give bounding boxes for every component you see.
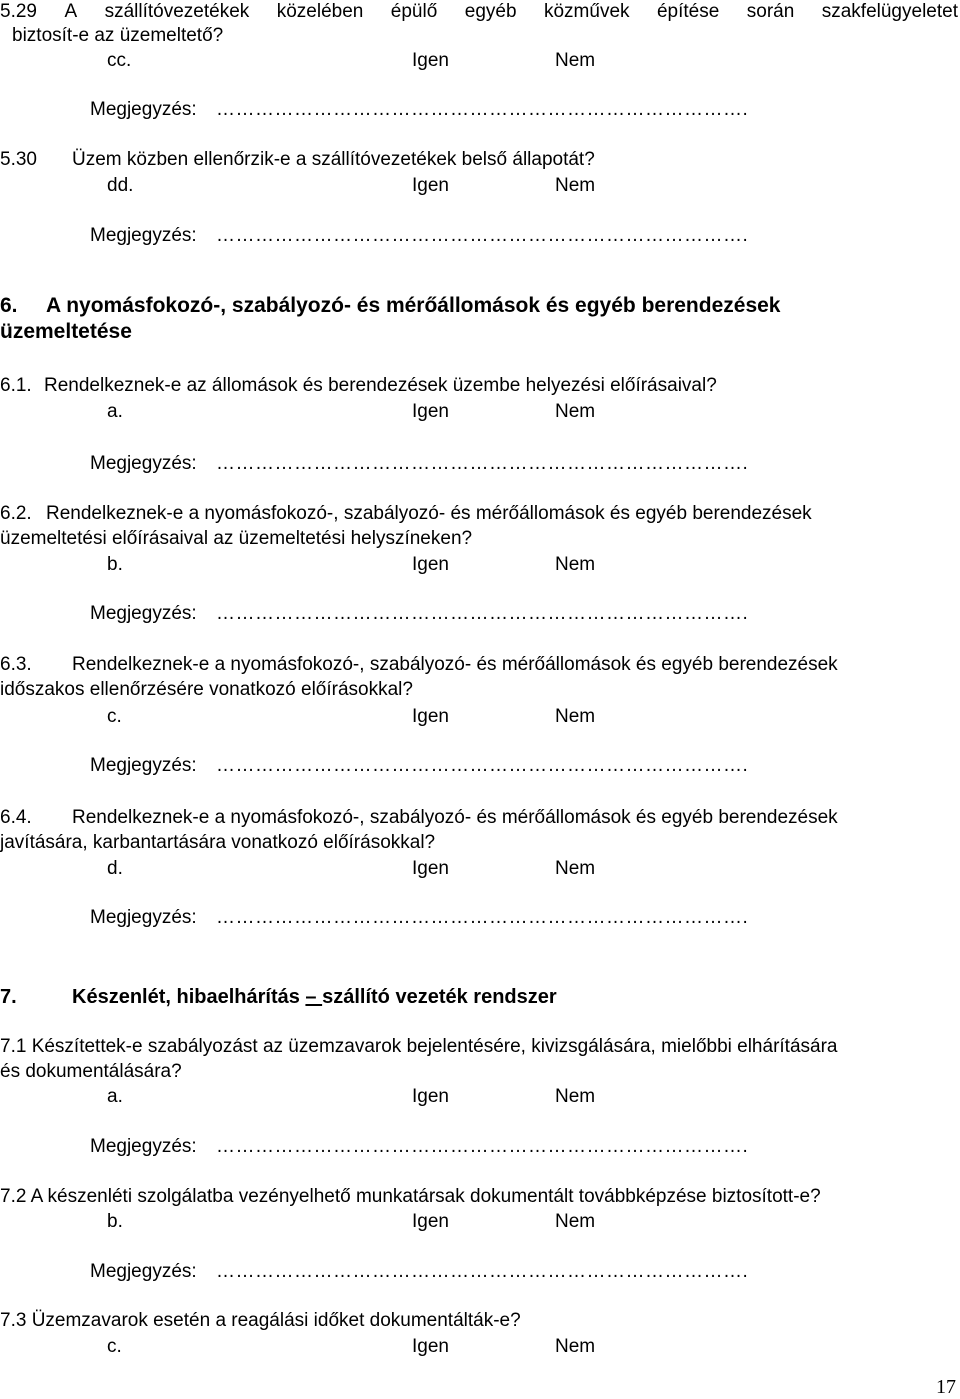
question-text: 7.1 Készítettek-e szabályozást az üzemzavarok bejelentésére, kivizsgálására, mielőbbi elhárítására [0, 1036, 838, 1057]
option-igen[interactable]: Igen [412, 175, 449, 196]
note-field[interactable]: ………………………………………………………………………. [216, 1136, 749, 1157]
section-title-line2: üzemeltetése [0, 320, 132, 343]
note-label: Megjegyzés: [90, 907, 197, 928]
note-field[interactable]: ………………………………………………………………………. [216, 99, 749, 120]
question-5-29-line1: 5.29 A szállítóvezetékek közelében épülő egyéb közművek építése során szakfelügyeletet [0, 1, 958, 22]
note-label: Megjegyzés: [90, 603, 197, 624]
option-igen[interactable]: Igen [412, 706, 449, 727]
page-number: 17 [936, 1376, 956, 1398]
note-field[interactable]: ………………………………………………………………………. [216, 453, 749, 474]
note-field[interactable]: ………………………………………………………………………. [216, 225, 749, 246]
answer-letter: a. [107, 1086, 123, 1107]
option-nem[interactable]: Nem [555, 1336, 596, 1357]
question-number: 6.1. [0, 375, 32, 396]
section-title: A nyomásfokozó-, szabályozó- és mérőállomások és egyéb berendezések [46, 294, 781, 317]
option-nem[interactable]: Nem [555, 554, 596, 575]
question-text-line2: üzemeltetési előírásaival az üzemeltetési helyszíneken? [0, 528, 473, 549]
option-nem[interactable]: Nem [555, 401, 596, 422]
note-field[interactable]: ………………………………………………………………………. [216, 755, 749, 776]
option-igen[interactable]: Igen [412, 50, 449, 71]
note-label: Megjegyzés: [90, 1136, 197, 1157]
question-text: 7.2 A készenléti szolgálatba vezényelhető munkatársak dokumentált továbbképzése biztosított-e? [0, 1186, 821, 1207]
question-text: Rendelkeznek-e a nyomásfokozó-, szabályozó- és mérőállomások és egyéb berendezések [46, 503, 812, 524]
question-text: 7.3 Üzemzavarok esetén a reagálási időket dokumentálták-e? [0, 1310, 521, 1331]
note-label: Megjegyzés: [90, 225, 197, 246]
option-nem[interactable]: Nem [555, 1086, 596, 1107]
option-igen[interactable]: Igen [412, 858, 449, 879]
answer-letter: a. [107, 401, 123, 422]
option-igen[interactable]: Igen [412, 554, 449, 575]
note-field[interactable]: ………………………………………………………………………. [216, 1261, 749, 1282]
answer-letter: d. [107, 858, 123, 879]
option-nem[interactable]: Nem [555, 50, 596, 71]
question-text-line2: időszakos ellenőrzésére vonatkozó előírásokkal? [0, 679, 413, 700]
answer-letter: cc. [107, 50, 132, 71]
section-number: 6. [0, 294, 18, 317]
note-label: Megjegyzés: [90, 99, 197, 120]
option-igen[interactable]: Igen [412, 1086, 449, 1107]
question-text: Üzem közben ellenőrzik-e a szállítóvezetékek belső állapotát? [72, 149, 595, 170]
option-igen[interactable]: Igen [412, 1211, 449, 1232]
option-nem[interactable]: Nem [555, 706, 596, 727]
option-nem[interactable]: Nem [555, 175, 596, 196]
option-nem[interactable]: Nem [555, 1211, 596, 1232]
question-text-line2: és dokumentálására? [0, 1061, 182, 1082]
question-text: Rendelkeznek-e a nyomásfokozó-, szabályozó- és mérőállomások és egyéb berendezések [72, 654, 838, 675]
answer-letter: b. [107, 1211, 123, 1232]
answer-letter: c. [107, 706, 122, 727]
note-label: Megjegyzés: [90, 1261, 197, 1282]
question-number: 5.29 [0, 1, 37, 22]
question-text: Rendelkeznek-e az állomások és berendezések üzembe helyezési előírásaival? [44, 375, 717, 396]
note-field[interactable]: ………………………………………………………………………. [216, 907, 749, 928]
section-number: 7. [0, 986, 17, 1008]
question-text-line2: javítására, karbantartására vonatkozó előírásokkal? [0, 832, 436, 853]
question-number: 6.4. [0, 807, 32, 828]
question-number: 5.30 [0, 149, 37, 170]
section-title: Készenlét, hibaelhárítás – szállító vezeték rendszer [72, 986, 557, 1008]
question-number: 6.2. [0, 503, 32, 524]
answer-letter: c. [107, 1336, 122, 1357]
question-text-line2: biztosít-e az üzemeltető? [12, 25, 224, 46]
note-field[interactable]: ………………………………………………………………………. [216, 603, 749, 624]
question-text: Rendelkeznek-e a nyomásfokozó-, szabályozó- és mérőállomások és egyéb berendezések [72, 807, 838, 828]
answer-letter: dd. [107, 175, 134, 196]
question-number: 6.3. [0, 654, 32, 675]
note-label: Megjegyzés: [90, 755, 197, 776]
option-nem[interactable]: Nem [555, 858, 596, 879]
option-igen[interactable]: Igen [412, 401, 449, 422]
note-label: Megjegyzés: [90, 453, 197, 474]
answer-letter: b. [107, 554, 123, 575]
option-igen[interactable]: Igen [412, 1336, 449, 1357]
